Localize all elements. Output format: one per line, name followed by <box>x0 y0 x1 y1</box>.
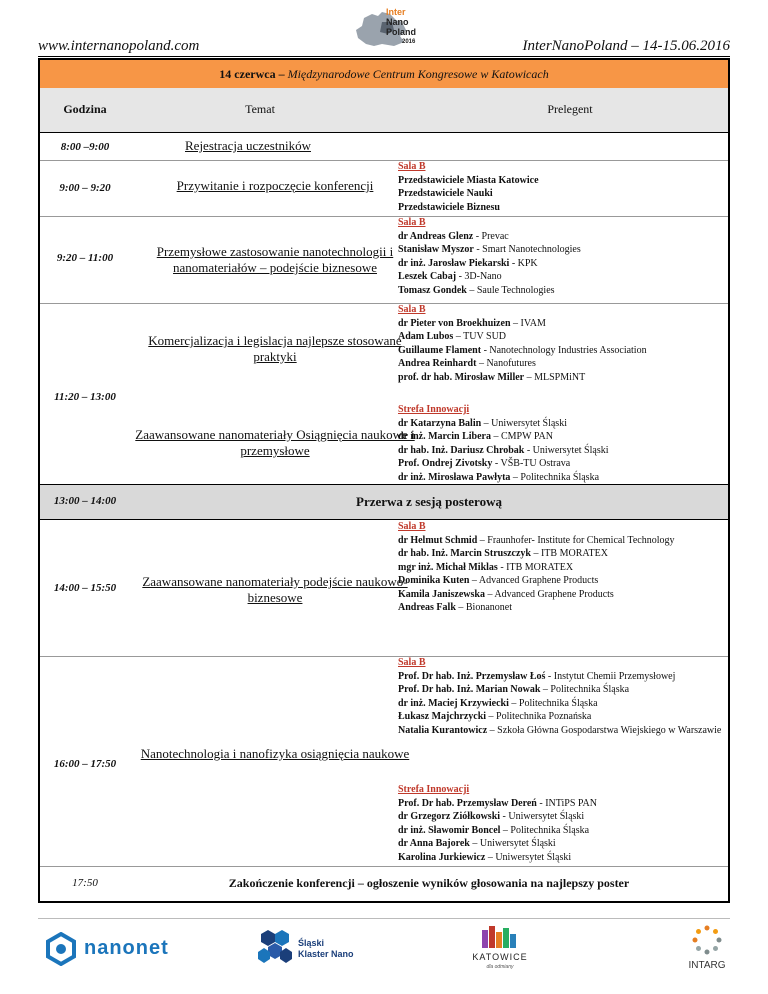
speaker-list: Sala B dr Andreas Glenz - Prevac Stanisław Myszor - Smart Nanotechnologies dr inż. Jarosław Piekarski - KPK Leszek Cabaj - 3D-Nano Tomasz Gondek – Saule Technologies <box>398 216 728 297</box>
intarg-logo: INTARG <box>682 924 732 974</box>
row-time: 8:00 –9:00 <box>60 141 110 153</box>
room-label: Sala B <box>398 657 426 668</box>
row-topic: Komercjalizacja i legislacja najlepsze stosowane praktyki <box>148 333 402 364</box>
speaker-list-2: Strefa Innowacji dr Katarzyna Balin – Uniwersytet Śląski dr inż. Marcin Libera – CMPW PAN dr hab. Inż. Dariusz Chrobak - Uniwersytet Śląski Prof. Ondrej Zivotsky - VŠB-TU Ostrava dr inż. Mirosława Pawłyta – Politechnika Śląska <box>398 403 728 484</box>
speaker-list: Sala B dr Pieter von Broekhuizen – IVAM Adam Lubos – TUV SUD Guillaume Flament - Nanotechnology Industries Association Andrea Reinhardt – Nanofutures prof. dr hab. Mirosław Miller – MLSPMiNT <box>398 303 728 384</box>
row-time: 16:00 – 17:50 <box>53 758 117 770</box>
closing-row <box>40 866 728 901</box>
day-date: 14 czerwca – <box>219 67 285 81</box>
day-bar <box>40 60 728 89</box>
row-topic: Rejestracja uczestników <box>185 138 311 153</box>
footer-divider <box>38 918 730 919</box>
row-time: 14:00 – 15:50 <box>53 582 117 594</box>
katowice-logo: KATOWICE dla odmiany <box>470 924 530 974</box>
room-label: Sala B <box>398 304 426 315</box>
day-venue: Międzynarodowe Centrum Kongresowe w Katowicach <box>287 67 549 81</box>
table-row <box>40 520 728 650</box>
row-topic: Zaawansowane nanomateriały podejście naukowo-biznesowe <box>142 574 408 605</box>
row-time: 17:50 <box>72 877 98 889</box>
speaker-list: Sala B dr Helmut Schmid – Fraunhofer- Institute for Chemical Technology dr hab. Inż. Marcin Struszczyk – ITB MORATEX mgr inż. Michał Miklas - ITB MORATEX Dominika Kuten – Advanced Graphene Products Kamila Janiszewska – Advanced Graphene Products Andreas Falk – Bionanonet <box>398 520 728 615</box>
column-header-row <box>40 88 728 133</box>
table-row <box>40 656 728 866</box>
dotted-circle-icon <box>691 924 723 956</box>
row-time: 13:00 – 14:00 <box>53 495 117 507</box>
slaski-klaster-nano-logo: Śląski Klaster Nano <box>256 928 366 970</box>
speaker-list: Sala B Prof. Dr hab. Inż. Przemysław Łoś - Instytut Chemii Przemysłowej Prof. Dr hab. Inż. Marian Nowak – Politechnika Śląska dr inż. Maciej Krzywiecki – Politechnika Śląska Łukasz Majchrzycki – Politechnika Poznańska Natalia Kurantowicz – Szkoła Główna Gospodarstwa Wiejskiego w Warszawie <box>398 656 728 737</box>
row-time: 11:20 – 13:00 <box>54 391 116 403</box>
hexagon-icon <box>44 932 78 966</box>
table-row <box>40 303 728 484</box>
speaker-list-2: Strefa Innowacji Prof. Dr hab. Przemysław Dereń - INTiPS PAN dr Grzegorz Ziółkowski - Uniwersytet Śląski dr inż. Sławomir Boncel – Politechnika Śląska dr Anna Bajorek – Uniwersytet Śląski Karolina Jurkiewicz – Uniwersytet Śląski <box>398 783 728 864</box>
logo-line-year: 2016 <box>402 39 416 45</box>
hex-cluster-icon <box>256 928 296 968</box>
row-time: 9:20 – 11:00 <box>56 252 114 264</box>
room-label: Strefa Innowacji <box>398 404 470 415</box>
room-label: Sala B <box>398 217 426 228</box>
website-url[interactable]: www.internanopoland.com <box>38 38 200 54</box>
room-label: Sala B <box>398 161 426 172</box>
row-topic-2: Zaawansowane nanomateriały Osiągnięcia naukowe i przemysłowe <box>135 427 415 458</box>
logo-line-poland: Poland <box>386 27 417 37</box>
internanopoland-logo <box>352 4 452 52</box>
row-topic: Nanotechnologia i nanofizyka osiągnięcia naukowe <box>140 746 410 761</box>
col-time: Godzina <box>63 102 107 116</box>
logo-line-nano: Nano <box>386 17 409 27</box>
table-row <box>40 216 728 302</box>
break-label: Przerwa z sesją posterową <box>356 494 502 509</box>
katowice-mark-icon <box>480 924 520 950</box>
table-row <box>40 133 728 160</box>
col-topic: Temat <box>245 102 275 116</box>
break-row <box>40 484 728 520</box>
row-topic: Przemysłowe zastosowanie nanotechnologii i nanomateriałów – podejście biznesowe <box>156 244 394 275</box>
logo-line-inter: Inter <box>386 7 406 17</box>
programme-table <box>38 58 730 903</box>
event-title: InterNanoPoland – 14-15.06.2016 <box>522 38 730 54</box>
header-divider <box>38 56 730 57</box>
closing-label: Zakończenie konferencji – ogłoszenie wyników głosowania na najlepszy poster <box>228 876 630 890</box>
nanonet-logo: nanonet <box>44 930 194 970</box>
speaker-list: Sala B Przedstawiciele Miasta Katowice Przedstawiciele Nauki Przedstawiciele Biznesu <box>398 160 728 214</box>
col-speaker: Prelegent <box>547 102 593 116</box>
room-label: Strefa Innowacji <box>398 784 470 795</box>
room-label: Sala B <box>398 521 426 532</box>
row-time: 9:00 – 9:20 <box>59 182 111 194</box>
row-topic: Przywitanie i rozpoczęcie konferencji <box>176 178 374 193</box>
table-row <box>40 160 728 215</box>
